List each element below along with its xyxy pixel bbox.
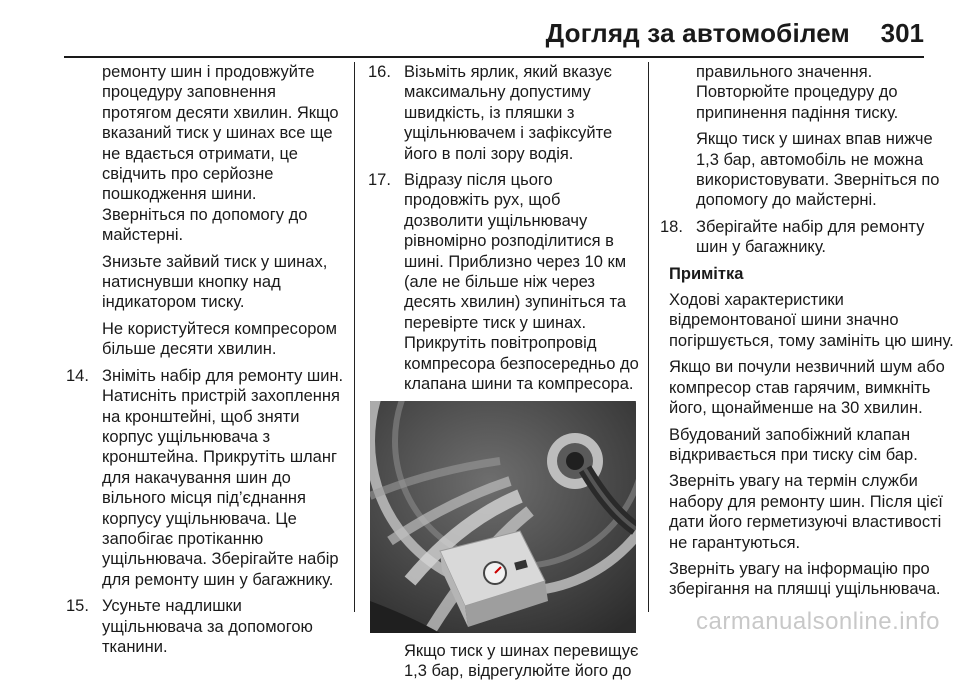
continued-paragraph: правильного значення. Повторюйте процедуру до припинення падіння тиску.: [696, 63, 899, 122]
step-text: Відразу після цього продовжіть рух, щоб дозволити ущільнювачу рівномірно розподілитися в шині. Приблизно через 10 км (але не більше ніж через десять хвилин) зупиніться та перевірте тиск у шинах. Прикрутіть повітропровід компресора безпосередньо до клапана шини та компресора.: [404, 171, 639, 394]
compressor-illustration: [370, 401, 636, 633]
column-1: [66, 62, 344, 663]
note-block: [669, 264, 954, 600]
note-title: Примітка: [669, 264, 744, 283]
step-15: [66, 596, 344, 657]
paragraph: Не користуйтеся компресором більше десяти хвилин.: [102, 319, 337, 359]
step-text: Зберігайте набір для ремонту шин у багажнику.: [696, 217, 925, 257]
column-3: [660, 62, 954, 606]
note-paragraph: Вбудований запобіжний клапан відкривається при тиску сім бар.: [669, 425, 918, 464]
paragraph: Якщо тиск у шинах перевищує 1,3 бар, відрегулюйте його до: [404, 641, 639, 680]
note-paragraph: Зверніть увагу на термін служби набору для ремонту шин. Після цієї дати його герметизуючі властивості не гарантуються.: [669, 472, 943, 552]
step-14: [66, 366, 344, 590]
step-number: 15.: [66, 597, 89, 616]
step-number: 14.: [66, 366, 89, 385]
step-17: [368, 170, 640, 394]
step-text: Усуньте надлишки ущільнювача за допомогою тканини.: [102, 597, 313, 656]
column-divider-2: [648, 62, 649, 612]
step-number: 16.: [368, 63, 391, 81]
step-text: Візьміть ярлик, який вказує максимальну допустиму швидкість, із пляшки з ущільнювачем і зафіксуйте його в полі зору водія.: [404, 63, 613, 163]
note-paragraph: Зверніть увагу на інформацію про зберігання на пляшці ущільнювача.: [669, 559, 941, 599]
page-number: 301: [880, 18, 924, 48]
page-header: [0, 0, 960, 58]
page-title: Догляд за автомобілем: [545, 18, 850, 48]
paragraph: Якщо тиск у шинах впав нижче 1,3 бар, автомобіль не можна використовувати. Зверніться по допомогу до майстерні.: [696, 130, 940, 210]
continued-paragraph: ремонту шин і продовжуйте процедуру заповнення протягом десяти хвилин. Якщо вказаний тиск у шинах все ще не вдається отримати, це свідчить про серйозне пошкодження шини. Зверніться по допомогу до майстерні.: [102, 63, 339, 245]
paragraph: Знизьте зайвий тиск у шинах, натиснувши кнопку над індикатором тиску.: [102, 252, 328, 312]
note-paragraph: Ходові характеристики відремонтованої шини значно погіршується, тому замініть цю шину.: [669, 291, 954, 350]
step-number: 17.: [368, 171, 391, 190]
step-number: 18.: [660, 217, 683, 236]
column-2: [368, 62, 640, 687]
watermark: carmanualsonline.info: [696, 608, 940, 635]
column-divider-1: [354, 62, 355, 612]
step-18: [660, 217, 954, 258]
step-text: Зніміть набір для ремонту шин. Натисніть пристрій захоплення на кронштейні, щоб зняти корпус ущільнювача з кронштейна. Прикрутіть шланг для накачування шин до вільного місця під’єднання корпусу ущільнювача. Це запобігає протіканню ущільнювача. Зберігайте набір для ремонту шин у багажнику.: [102, 366, 344, 589]
note-paragraph: Якщо ви почули незвичний шум або компресор став гарячим, вимкніть його, щонайменше на 30 хвилин.: [669, 358, 945, 418]
step-16: [368, 62, 640, 164]
header-divider: [64, 56, 924, 58]
